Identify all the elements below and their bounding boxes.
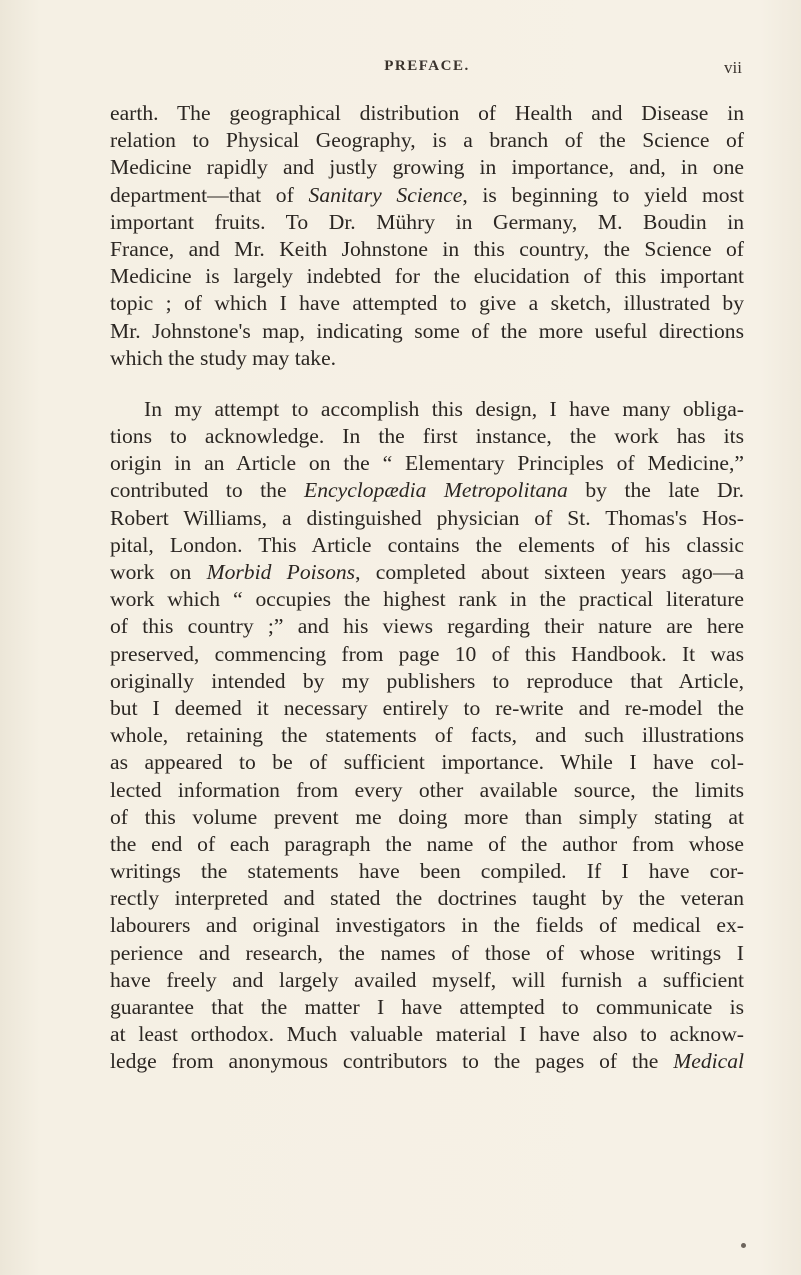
text-run: origin in an Article on the “ Elementary Principles of Medicine,”	[110, 451, 744, 476]
text-line	[110, 777, 744, 804]
text-run: , is beginning to yield most	[462, 182, 744, 207]
text-run: work which “ occupies the highest rank in the practical literature	[110, 587, 744, 612]
text-line	[110, 450, 744, 477]
text-run: Medicine is largely indebted for the elucidation of this important	[110, 264, 744, 289]
text-run: have freely and largely availed myself, will furnish a sufficient	[110, 967, 744, 992]
text-line	[110, 749, 744, 776]
text-run: Mr. Johnstone's map, indicating some of the more useful directions	[110, 318, 744, 343]
text-line	[110, 668, 744, 695]
page-header	[112, 58, 742, 84]
text-line	[110, 127, 744, 154]
text-line	[110, 477, 744, 504]
text-line	[110, 1021, 744, 1048]
text-run: lected information from every other available source, the limits	[110, 777, 744, 802]
text-run: writings the statements have been compiled. If I have cor-	[110, 859, 744, 884]
text-run: Medicine rapidly and justly growing in importance, and, in one	[110, 155, 744, 180]
text-run: at least orthodox. Much valuable material I have also to acknow-	[110, 1022, 744, 1047]
text-run: In my attempt to accomplish this design, I have many obliga-	[144, 396, 744, 421]
text-run: rectly interpreted and stated the doctrines taught by the veteran	[110, 886, 744, 911]
text-line	[110, 912, 744, 939]
italic-text: Morbid Poisons	[206, 560, 356, 584]
text-line	[110, 423, 744, 450]
text-line	[110, 290, 744, 317]
text-run: contributed to the	[110, 478, 305, 503]
text-line	[110, 182, 744, 209]
text-line	[110, 236, 744, 263]
text-line	[110, 1048, 744, 1075]
text-run: guarantee that the matter I have attempted to communicate is	[110, 995, 744, 1019]
paragraph	[110, 100, 744, 372]
text-run: originally intended by my publishers to reproduce that Article,	[110, 668, 744, 693]
text-line	[110, 967, 744, 994]
text-line	[110, 396, 744, 423]
text-line	[110, 722, 744, 749]
text-line	[110, 940, 744, 967]
text-run: the end of each paragraph the name of the author from whose	[110, 831, 744, 856]
page-number: vii	[724, 58, 742, 77]
text-run: of this volume prevent me doing more than simply stating at	[110, 804, 744, 829]
text-line	[110, 695, 744, 722]
text-run: which the study may take.	[110, 345, 337, 370]
text-line	[110, 100, 744, 127]
text-line	[110, 613, 744, 640]
text-run: tions to acknowledge. In the first instance, the work has its	[110, 424, 744, 449]
text-line	[110, 885, 744, 912]
text-line	[110, 318, 744, 345]
text-line	[110, 263, 744, 290]
text-run: France, and Mr. Keith Johnstone in this country, the Science of	[110, 236, 744, 261]
italic-text: Encyclopædia Metropolitana	[304, 478, 568, 503]
text-run: whole, retaining the statements of facts, and such illustrations	[110, 723, 744, 748]
text-run: work on	[110, 560, 207, 584]
text-run: topic ; of which I have attempted to give a sketch, illustrated by	[110, 291, 744, 316]
text-run: , completed about sixteen years ago—a	[355, 560, 744, 584]
text-run: ledge from anonymous contributors to the pages of the	[110, 1049, 674, 1074]
text-line	[110, 994, 744, 1021]
italic-text: Medical	[673, 1049, 744, 1074]
text-line	[110, 154, 744, 181]
text-line	[110, 345, 744, 372]
ink-speck	[741, 1243, 746, 1248]
paragraph	[110, 396, 744, 1076]
text-run: pital, London. This Article contains the elements of his classic	[110, 532, 744, 557]
text-line	[110, 641, 744, 668]
text-line	[110, 505, 744, 532]
text-run: by the late Dr.	[567, 478, 744, 503]
text-run: of this country ;” and his views regarding their nature are here	[110, 614, 744, 639]
text-line	[110, 831, 744, 858]
text-run: earth. The geographical distribution of Health and Disease in	[110, 101, 744, 125]
text-line	[110, 209, 744, 236]
running-head: PREFACE.	[384, 58, 470, 74]
text-run: perience and research, the names of those of whose writings I	[110, 940, 744, 965]
text-run: department—that of	[110, 182, 309, 207]
text-line	[110, 532, 744, 559]
text-run: as appeared to be of sufficient importance. While I have col-	[110, 750, 744, 775]
text-run: labourers and original investigators in the fields of medical ex-	[110, 913, 744, 938]
text-run: important fruits. To Dr. Mühry in Germany, M. Boudin in	[110, 209, 744, 234]
text-run: Robert Williams, a distinguished physician of St. Thomas's Hos-	[110, 505, 744, 530]
text-run: preserved, commencing from page 10 of this Handbook. It was	[110, 641, 744, 666]
text-line	[110, 804, 744, 831]
text-run: relation to Physical Geography, is a branch of the Science of	[110, 128, 744, 153]
text-run: but I deemed it necessary entirely to re-write and re-model the	[110, 695, 744, 720]
text-line	[110, 858, 744, 885]
paragraph-gap	[110, 372, 744, 396]
italic-text: Sanitary Science	[308, 182, 463, 207]
body-text	[110, 100, 744, 1076]
text-line	[110, 586, 744, 613]
text-line	[110, 559, 744, 586]
